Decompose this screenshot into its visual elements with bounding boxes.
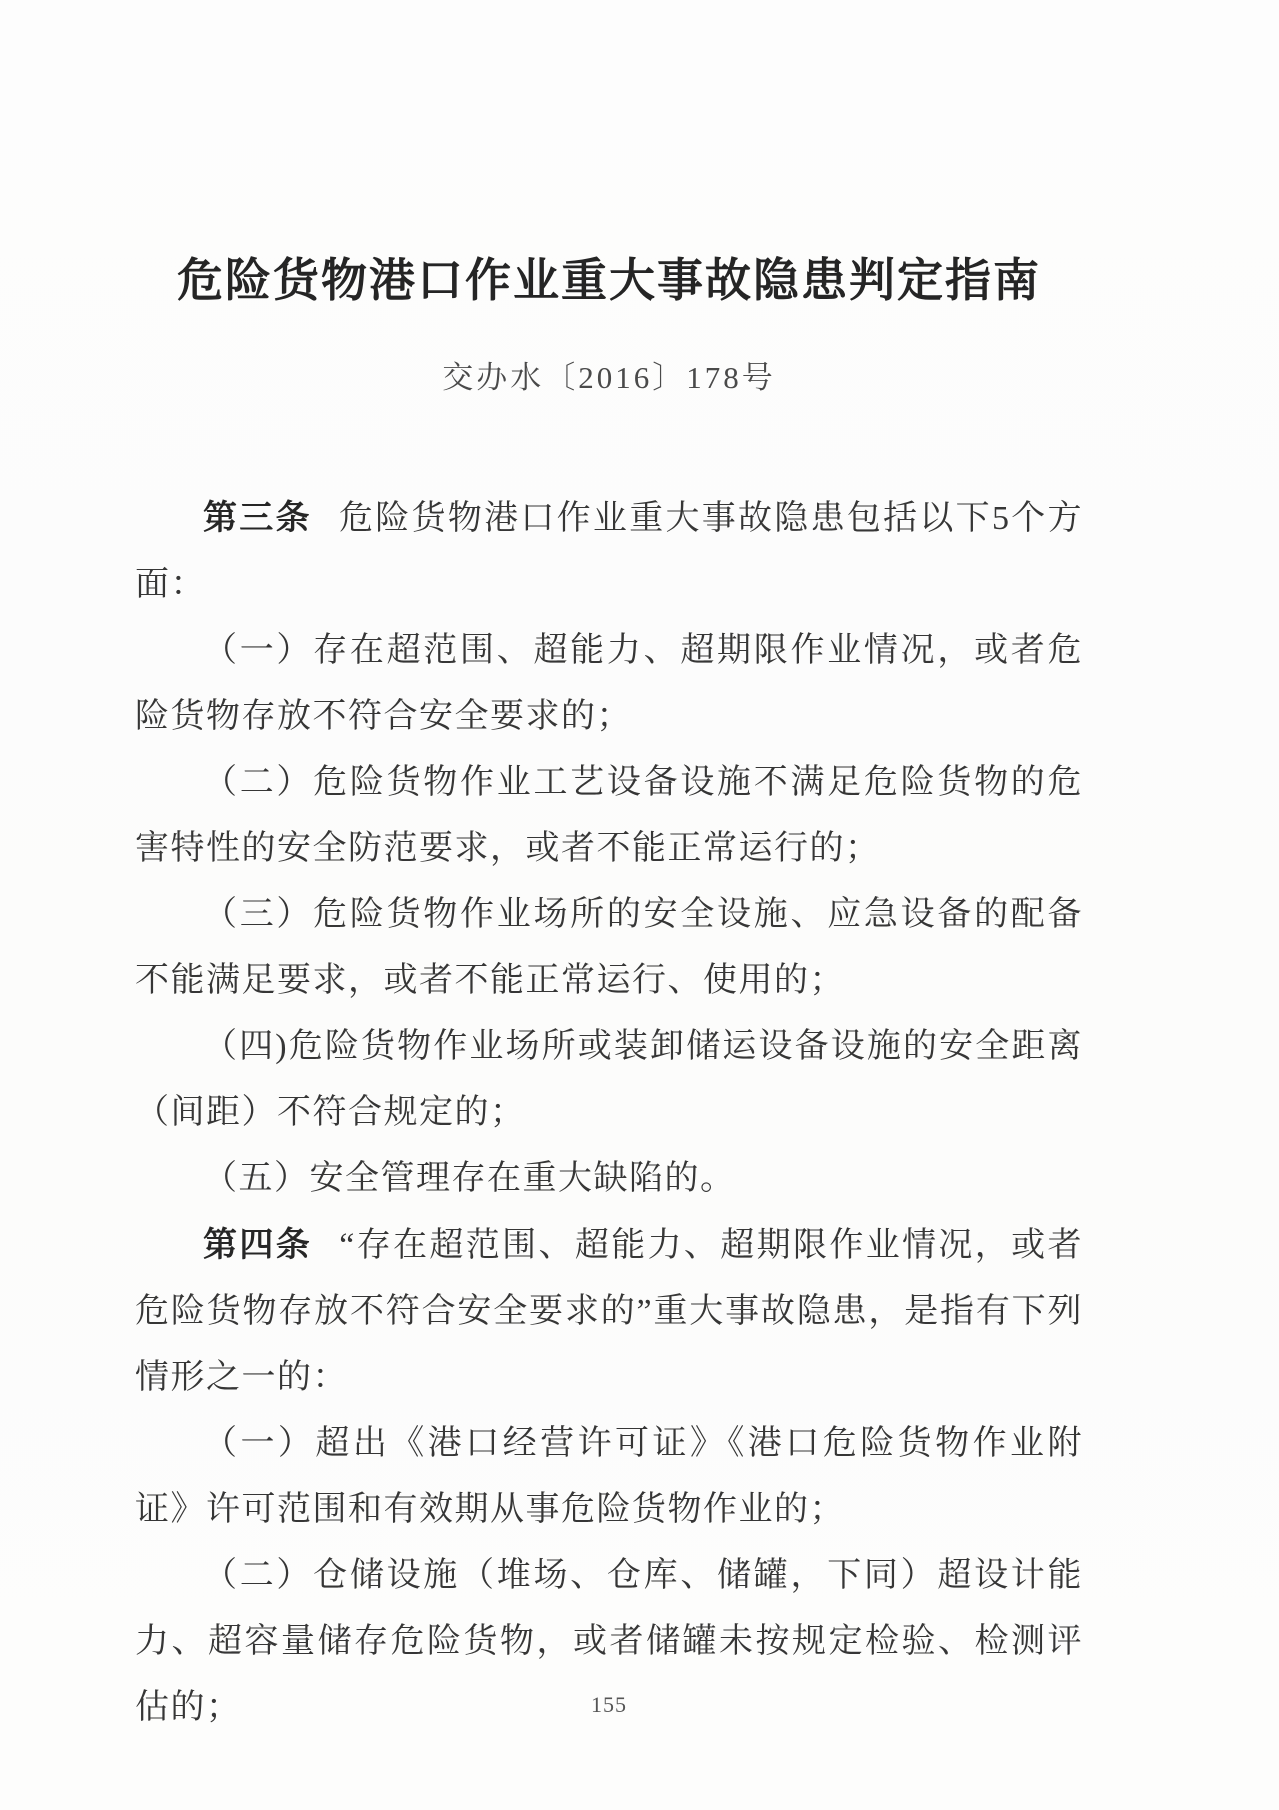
- paragraph-article-4: [135, 1212, 1083, 1411]
- document-number: 交办水〔2016〕178号: [442, 359, 776, 395]
- paragraph-item-3: [135, 882, 1083, 1014]
- paragraph-item-2: [135, 750, 1083, 882]
- article-3-lead: 第三条: [203, 498, 312, 537]
- paragraph-item-1: [135, 618, 1083, 750]
- paragraph-text: （四)危险货物作业场所或装卸储运设备设施的安全距离（间距）不符合规定的；: [135, 1027, 1083, 1131]
- paragraph-text: （三）危险货物作业场所的安全设施、应急设备的配备不能满足要求，或者不能正常运行、使用的；: [135, 895, 1083, 999]
- document-body: [135, 485, 1083, 1741]
- paragraph-item-5: [135, 1146, 1083, 1212]
- document-title: 危险货物港口作业重大事故隐患判定指南: [177, 254, 1041, 306]
- page-number: 155: [591, 1692, 627, 1717]
- paragraph-text: 危险货物港口作业重大事故隐患包括以下5个方面：: [135, 499, 1084, 603]
- paragraph-item-4: [135, 1014, 1083, 1146]
- paragraph-text: （二）仓储设施（堆场、仓库、储罐，下同）超设计能力、超容量储存危险货物，或者储罐未按规定检验、检测评估的；: [135, 1556, 1083, 1726]
- document-content: [135, 0, 1083, 1741]
- paragraph-article-3: [135, 485, 1083, 618]
- paragraph-text: （一）存在超范围、超能力、超期限作业情况，或者危险货物存放不符合安全要求的；: [135, 631, 1083, 735]
- paragraph-item-6: [135, 1411, 1083, 1543]
- paragraph-text: （一）超出《港口经营许可证》《港口危险货物作业附证》许可范围和有效期从事危险货物作业的；: [135, 1424, 1083, 1528]
- article-4-lead: 第四条: [203, 1225, 313, 1264]
- paragraph-text: （五）安全管理存在重大缺陷的。: [203, 1159, 736, 1197]
- paragraph-text: “存在超范围、超能力、超期限作业情况，或者危险货物存放不符合安全要求的”重大事故隐患，是指有下列情形之一的：: [135, 1226, 1084, 1396]
- paragraph-text: （二）危险货物作业工艺设备设施不满足危险货物的危害特性的安全防范要求，或者不能正常运行的；: [135, 763, 1083, 867]
